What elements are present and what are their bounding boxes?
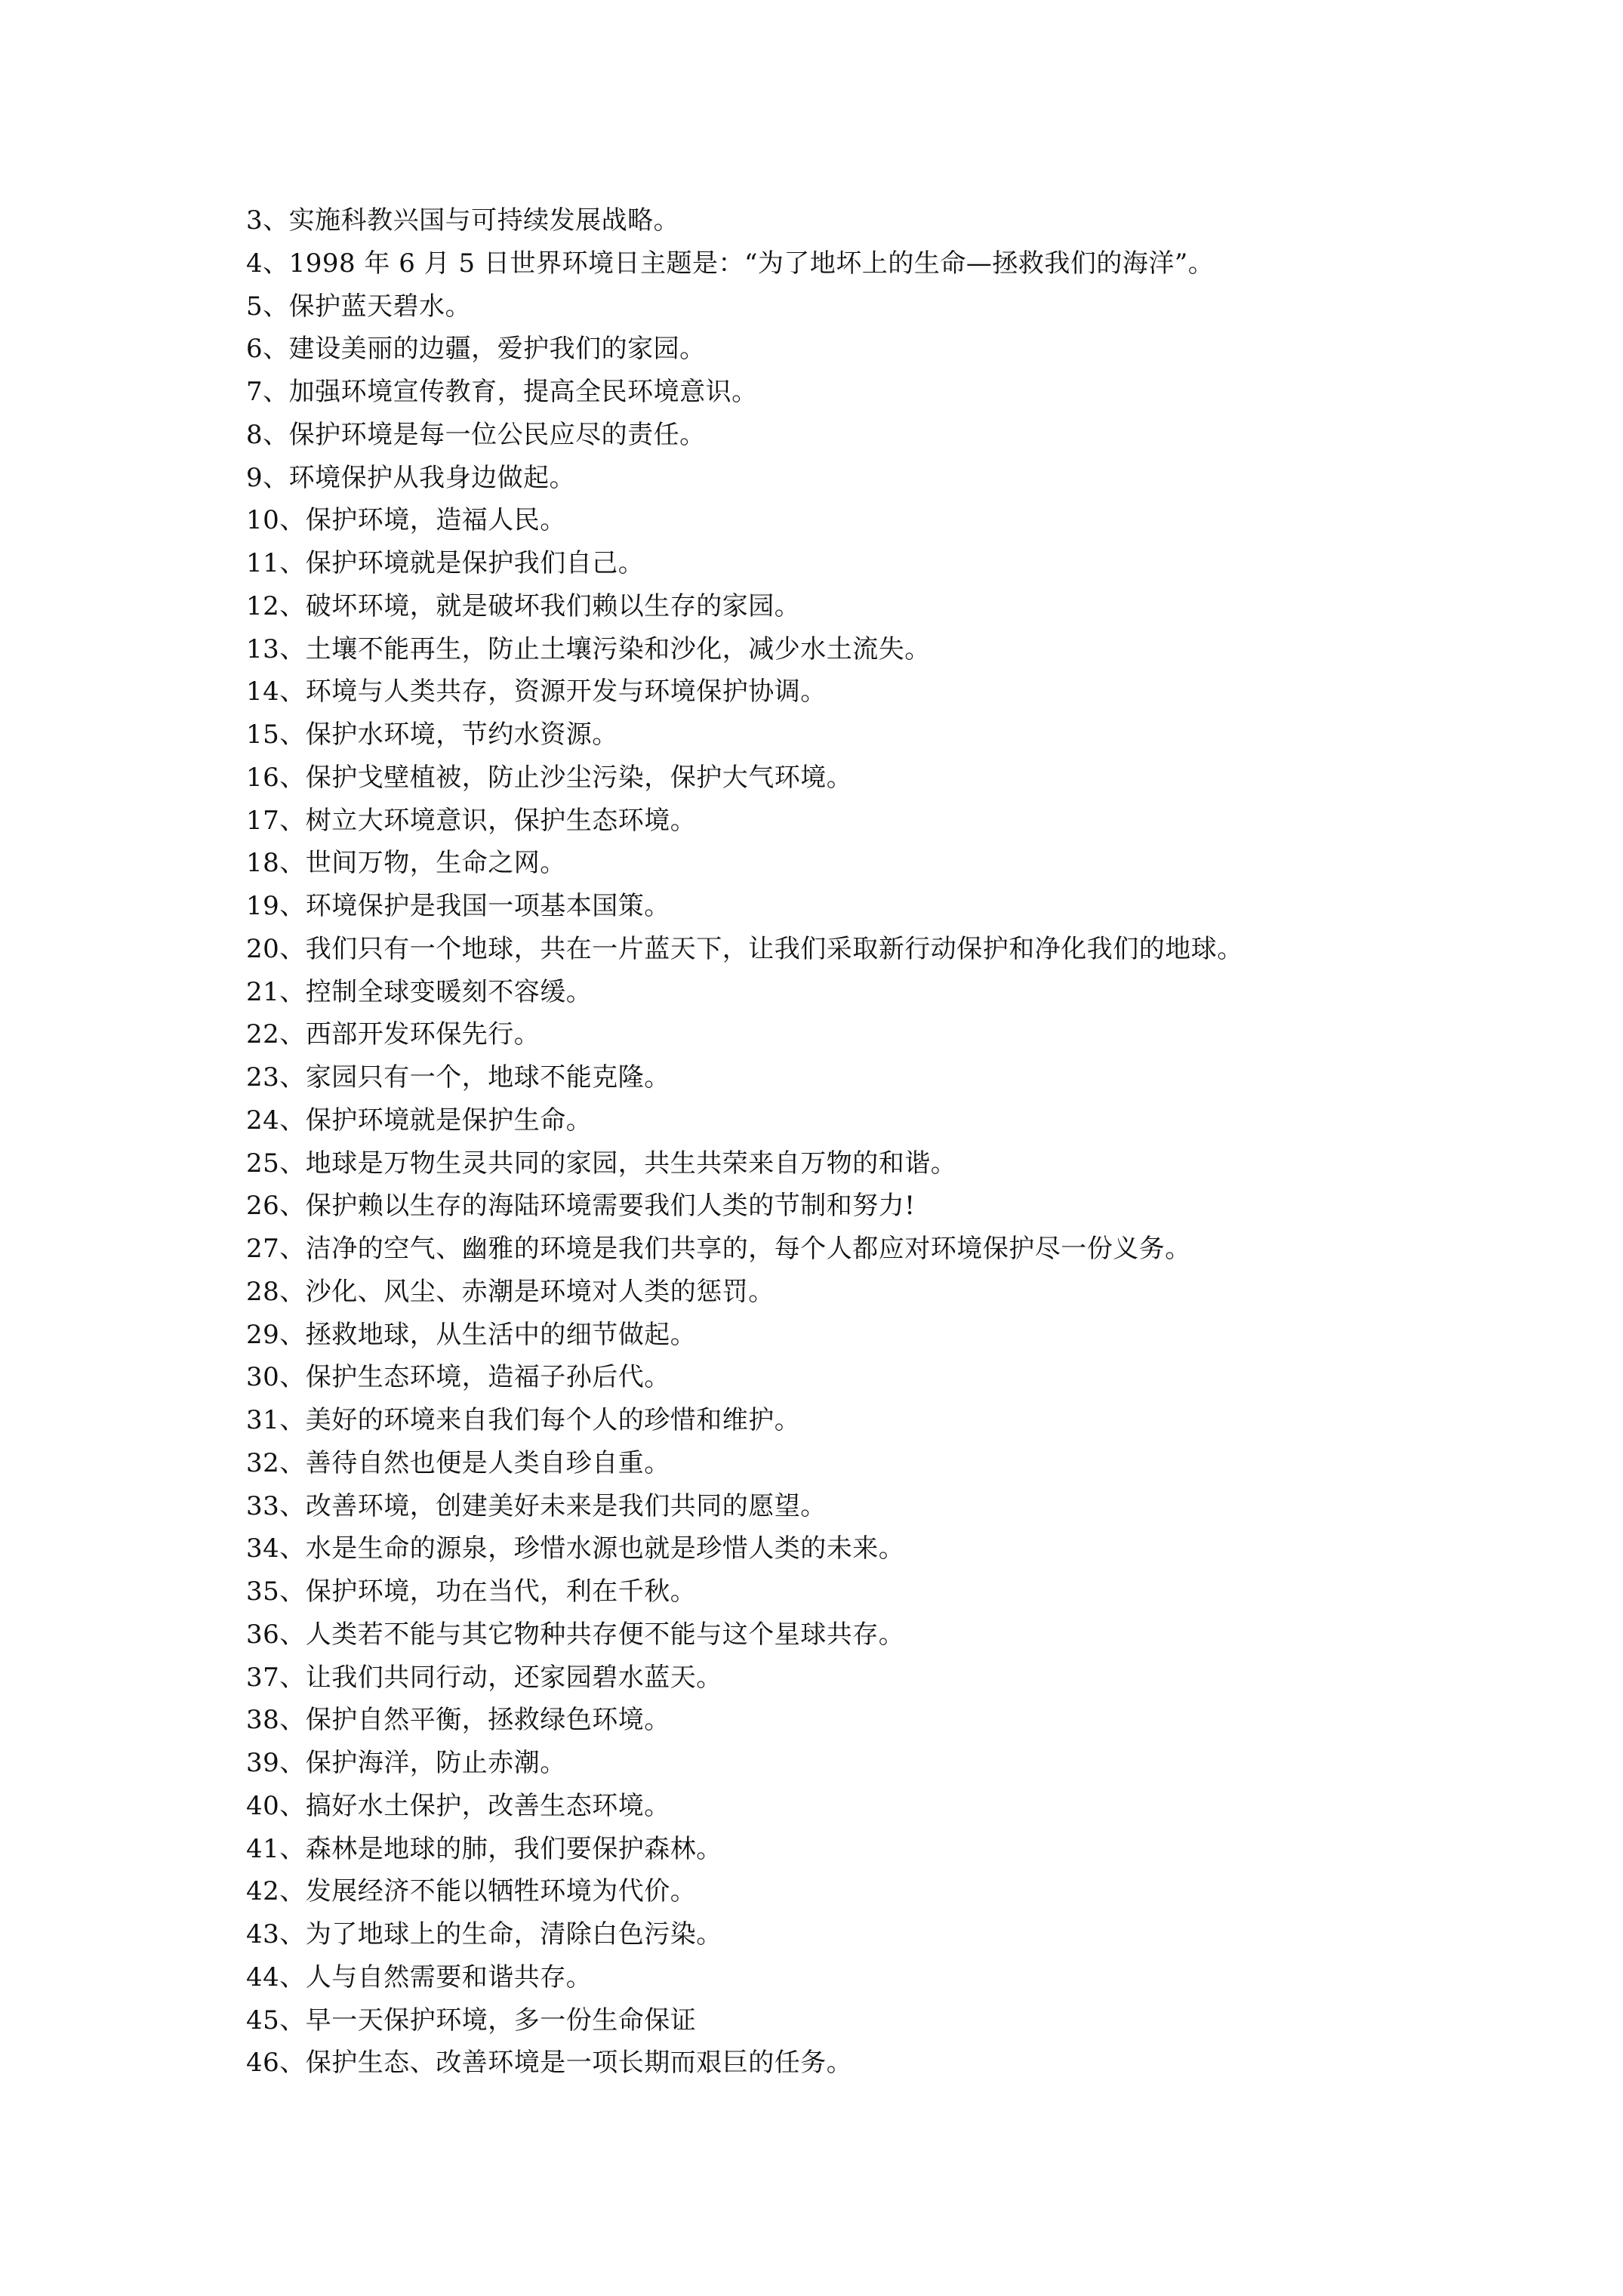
slogan-item: 21、控制全球变暖刻不容缓。: [246, 976, 593, 1007]
slogan-item: 34、水是生命的源泉，珍惜水源也就是珍惜人类的未来。: [246, 1533, 905, 1564]
slogan-item: 4、1998 年 6 月 5 日世界环境日主题是：“为了地坏上的生命—拯救我们的海洋”。: [246, 248, 1215, 279]
slogan-item: 8、保护环境是每一位公民应尽的责任。: [246, 419, 706, 450]
slogan-item: 33、改善环境，创建美好未来是我们共同的愿望。: [246, 1490, 827, 1521]
slogan-item: 11、保护环境就是保护我们自己。: [246, 548, 645, 578]
slogan-item: 26、保护赖以生存的海陆环境需要我们人类的节制和努力!: [246, 1191, 916, 1222]
slogan-item: 32、善待自然也便是人类自珍自重。: [246, 1447, 670, 1478]
slogan-item: 46、保护生态、改善环境是一项长期而艰巨的任务。: [246, 2048, 853, 2079]
slogan-item: 10、保护环境，造福人民。: [246, 505, 566, 536]
slogan-item: 31、美好的环境来自我们每个人的珍惜和维护。: [246, 1405, 801, 1435]
slogan-item: 42、发展经济不能以牺牲环境为代价。: [246, 1876, 697, 1907]
slogan-item: 16、保护戈壁植被，防止沙尘污染，保护大气环境。: [246, 762, 853, 793]
slogan-item: 17、树立大环境意识，保护生态环境。: [246, 805, 697, 836]
slogan-item: 22、西部开发环保先行。: [246, 1019, 540, 1050]
slogan-item: 45、早一天保护环境，多一份生命保证: [246, 2005, 697, 2036]
slogan-item: 35、保护环境，功在当代，利在千秋。: [246, 1576, 697, 1607]
slogan-item: 19、环境保护是我国一项基本国策。: [246, 891, 670, 921]
slogan-item: 24、保护环境就是保护生命。: [246, 1105, 593, 1136]
slogan-list: [246, 199, 1243, 2085]
slogan-item: 20、我们只有一个地球，共在一片蓝天下，让我们采取新行动保护和净化我们的地球。: [246, 933, 1243, 964]
slogan-item: 30、保护生态环境，造福子孙后代。: [246, 1362, 670, 1393]
slogan-item: 29、拯救地球，从生活中的细节做起。: [246, 1319, 697, 1350]
slogan-item: 39、保护海洋，防止赤潮。: [246, 1748, 566, 1778]
slogan-item: 37、让我们共同行动，还家园碧水蓝天。: [246, 1662, 722, 1693]
slogan-item: 43、为了地球上的生命，清除白色污染。: [246, 1919, 722, 1949]
slogan-item: 14、环境与人类共存，资源开发与环境保护协调。: [246, 676, 827, 707]
slogan-item: 36、人类若不能与其它物种共存便不能与这个星球共存。: [246, 1619, 905, 1650]
slogan-item: 13、土壤不能再生，防止土壤污染和沙化，减少水土流失。: [246, 633, 931, 664]
slogan-item: 27、洁净的空气、幽雅的环境是我们共享的，每个人都应对环境保护尽一份义务。: [246, 1234, 1191, 1264]
slogan-item: 12、破坏环境，就是破坏我们赖以生存的家园。: [246, 590, 801, 621]
slogan-item: 40、搞好水土保护，改善生态环境。: [246, 1790, 670, 1821]
slogan-item: 38、保护自然平衡，拯救绿色环境。: [246, 1705, 670, 1736]
slogan-item: 15、保护水环境，节约水资源。: [246, 720, 618, 750]
slogan-item: 9、环境保护从我身边做起。: [246, 462, 576, 493]
slogan-item: 25、地球是万物生灵共同的家园，共生共荣来自万物的和谐。: [246, 1148, 957, 1179]
slogan-item: 41、森林是地球的肺，我们要保护森林。: [246, 1833, 722, 1864]
slogan-item: 18、世间万物，生命之网。: [246, 848, 566, 879]
slogan-item: 3、实施科教兴国与可持续发展战略。: [246, 205, 680, 236]
slogan-item: 44、人与自然需要和谐共存。: [246, 1962, 593, 1992]
slogan-item: 7、加强环境宣传教育，提高全民环境意识。: [246, 377, 758, 407]
slogan-item: 6、建设美丽的边疆，爱护我们的家园。: [246, 334, 706, 365]
slogan-item: 5、保护蓝天碧水。: [246, 291, 472, 322]
slogan-item: 28、沙化、风尘、赤潮是环境对人类的惩罚。: [246, 1276, 775, 1307]
slogan-item: 23、家园只有一个，地球不能克隆。: [246, 1062, 670, 1093]
